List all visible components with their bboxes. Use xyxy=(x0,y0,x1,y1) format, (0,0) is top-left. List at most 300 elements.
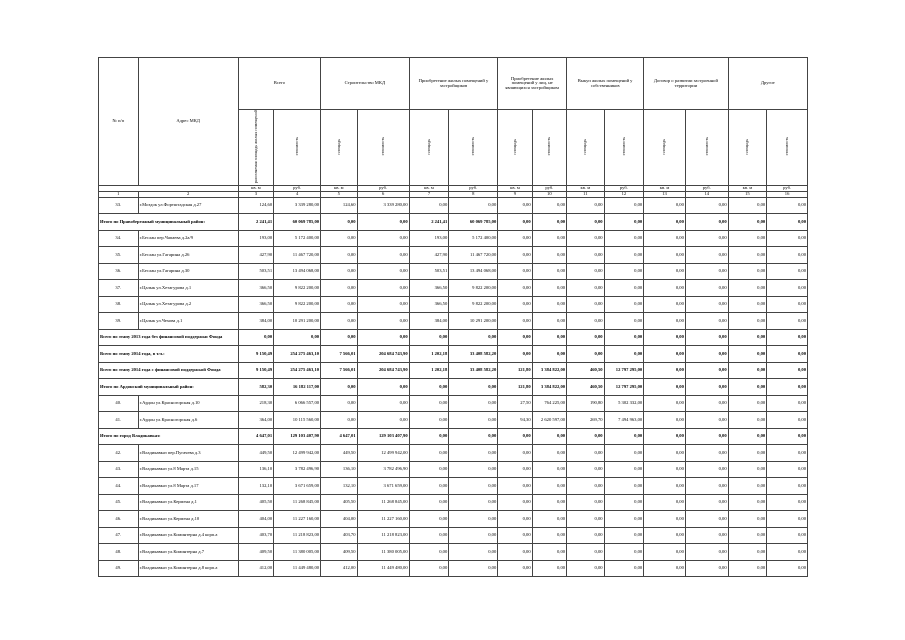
cell-area: 0,00 xyxy=(728,214,767,231)
cell-area: 4 647,01 xyxy=(321,428,357,445)
cell-area: 449,50 xyxy=(321,445,357,462)
cell-area: 0,00 xyxy=(728,329,767,346)
cell-cost: 5 172 400,00 xyxy=(274,230,321,247)
header-sub-cost: стоимость xyxy=(767,110,808,186)
cell-area: 0,00 xyxy=(728,362,767,379)
cell-area: 0,00 xyxy=(567,544,605,561)
cell-area: 0,00 xyxy=(498,296,532,313)
cell-area: 0,00 xyxy=(321,296,357,313)
cell-cost: 0,00 xyxy=(357,280,409,297)
cell-cost: 0,00 xyxy=(767,478,808,495)
cell-cost: 0,00 xyxy=(767,313,808,330)
cell-area: 0,00 xyxy=(728,478,767,495)
cell-area: 0,00 xyxy=(567,214,605,231)
total-label: Итого по Правобережный муниципальный район: xyxy=(99,214,239,231)
cell-area: 0,00 xyxy=(728,263,767,280)
cell-cost: 11 380 005,00 xyxy=(274,544,321,561)
cell-cost: 10 291 200,00 xyxy=(274,313,321,330)
cell-cost: 12 499 942,00 xyxy=(274,445,321,462)
cell-cost: 11 467 720,00 xyxy=(449,247,498,264)
cell-area: 0,00 xyxy=(567,527,605,544)
table-row xyxy=(99,230,808,247)
cell-area: 0,00 xyxy=(321,247,357,264)
cell-cost: 0,00 xyxy=(685,527,728,544)
column-number: 15 xyxy=(728,191,767,197)
cell-cost: 0,00 xyxy=(604,214,644,231)
cell-area: 0,00 xyxy=(644,494,686,511)
cell-area: 0,00 xyxy=(567,263,605,280)
cell-cost: 11 227 160,00 xyxy=(357,511,409,528)
row-number: 38. xyxy=(99,296,139,313)
cell-area: 0,00 xyxy=(567,494,605,511)
cell-cost: 11 380 005,00 xyxy=(357,544,409,561)
header-group-developer-purchase: Приобретение жилых помещений у застройщиков xyxy=(409,58,498,110)
row-address: г.Владикавказ ул.Кермена д.10 xyxy=(138,511,238,528)
cell-cost: 0,00 xyxy=(532,197,566,214)
cell-cost: 0,00 xyxy=(532,478,566,495)
row-number: 45. xyxy=(99,494,139,511)
cell-cost: 10 115 560,00 xyxy=(274,412,321,429)
cell-area: 0,00 xyxy=(567,478,605,495)
cell-cost: 204 684 743,90 xyxy=(357,346,409,363)
row-number: 36. xyxy=(99,263,139,280)
cell-area: 503,51 xyxy=(409,263,449,280)
cell-area: 0,00 xyxy=(321,412,357,429)
cell-cost: 0,00 xyxy=(767,197,808,214)
cell-cost: 0,00 xyxy=(604,527,644,544)
cell-cost: 3 384 822,00 xyxy=(532,379,566,396)
cell-area: 412,00 xyxy=(321,560,357,577)
cell-area: 0,00 xyxy=(728,247,767,264)
table-row xyxy=(99,560,808,577)
cell-cost: 0,00 xyxy=(685,247,728,264)
cell-cost: 0,00 xyxy=(767,214,808,231)
cell-cost: 0,00 xyxy=(532,263,566,280)
cell-cost: 5 302 332,00 xyxy=(604,395,644,412)
cell-area: 366,50 xyxy=(238,296,273,313)
cell-cost: 3 782 496,90 xyxy=(357,461,409,478)
cell-cost: 0,00 xyxy=(357,395,409,412)
cell-cost: 11 227 160,00 xyxy=(274,511,321,528)
total-row xyxy=(99,428,808,445)
unit-cost: руб. xyxy=(532,185,566,191)
cell-cost: 0,00 xyxy=(532,214,566,231)
cell-cost: 0,00 xyxy=(532,494,566,511)
cell-area: 0,00 xyxy=(498,544,532,561)
cell-cost: 0,00 xyxy=(767,428,808,445)
cell-area: 0,00 xyxy=(409,329,449,346)
cell-cost: 0,00 xyxy=(767,263,808,280)
cell-area: 193,00 xyxy=(238,230,273,247)
row-address: г.Владикавказ пер.Пугачева д.3 xyxy=(138,445,238,462)
column-number: 11 xyxy=(567,191,605,197)
cell-area: 0,00 xyxy=(409,379,449,396)
column-number: 8 xyxy=(449,191,498,197)
cell-area: 0,00 xyxy=(567,428,605,445)
header-sub-area: площадь xyxy=(321,110,357,186)
cell-area: 405,50 xyxy=(321,494,357,511)
table-row xyxy=(99,197,808,214)
cell-area: 0,00 xyxy=(644,395,686,412)
table-row xyxy=(99,478,808,495)
cell-area: 403,70 xyxy=(238,527,273,544)
table-row xyxy=(99,395,808,412)
cell-cost: 0,00 xyxy=(357,230,409,247)
cell-cost: 3 782 496,90 xyxy=(274,461,321,478)
cell-cost: 0,00 xyxy=(449,395,498,412)
header-group-non-developer-purchase: Приобретение жилых помещений у лиц, не являющихся застройщиком xyxy=(498,58,567,110)
cell-cost: 0,00 xyxy=(604,346,644,363)
cell-cost: 0,00 xyxy=(449,511,498,528)
cell-area: 0,00 xyxy=(238,329,273,346)
cell-cost: 0,00 xyxy=(532,428,566,445)
cell-cost: 0,00 xyxy=(449,412,498,429)
row-address: г.Владикавказ ул.8 Марта д.17 xyxy=(138,478,238,495)
header-sub-area: площадь xyxy=(409,110,449,186)
unit-cost: руб. xyxy=(685,185,728,191)
cell-area: 269,70 xyxy=(567,412,605,429)
header-group-construction: Строительство МКД xyxy=(321,58,410,110)
cell-area: 0,00 xyxy=(567,313,605,330)
total-label: Итого по Ардонский муниципальный район: xyxy=(99,379,239,396)
column-number: 14 xyxy=(685,191,728,197)
unit-cost: руб. xyxy=(449,185,498,191)
row-address: г.Цалык ул.Хетагурова д.2 xyxy=(138,296,238,313)
cell-area: 0,00 xyxy=(498,478,532,495)
cell-cost: 5 172 400,00 xyxy=(449,230,498,247)
cell-area: 0,00 xyxy=(644,214,686,231)
cell-cost: 12 797 295,00 xyxy=(604,362,644,379)
cell-area: 0,00 xyxy=(409,197,449,214)
cell-area: 366,50 xyxy=(409,280,449,297)
cell-cost: 0,00 xyxy=(604,329,644,346)
header-sub-cost: стоимость xyxy=(532,110,566,186)
cell-cost: 0,00 xyxy=(357,329,409,346)
cell-cost: 0,00 xyxy=(449,461,498,478)
cell-cost: 129 103 407,90 xyxy=(274,428,321,445)
cell-area: 132,10 xyxy=(238,478,273,495)
cell-area: 0,00 xyxy=(321,263,357,280)
cell-area: 0,00 xyxy=(644,313,686,330)
cell-cost: 12 797 295,00 xyxy=(604,379,644,396)
row-number: 34. xyxy=(99,230,139,247)
table-row xyxy=(99,263,808,280)
cell-area: 0,00 xyxy=(498,313,532,330)
cell-cost: 9 822 200,00 xyxy=(274,280,321,297)
cell-area: 0,00 xyxy=(644,560,686,577)
total-label: Итого по город Владикавказ: xyxy=(99,428,239,445)
cell-area: 0,00 xyxy=(321,313,357,330)
cell-area: 0,00 xyxy=(498,494,532,511)
cell-area: 0,00 xyxy=(644,428,686,445)
cell-cost: 0,00 xyxy=(532,313,566,330)
unit-cost: руб. xyxy=(274,185,321,191)
cell-cost: 0,00 xyxy=(767,412,808,429)
cell-area: 0,00 xyxy=(321,280,357,297)
cell-cost: 0,00 xyxy=(449,428,498,445)
cell-area: 0,00 xyxy=(644,263,686,280)
cell-area: 0,00 xyxy=(728,428,767,445)
cell-cost: 0,00 xyxy=(685,560,728,577)
cell-area: 0,00 xyxy=(644,461,686,478)
cell-area: 0,00 xyxy=(728,395,767,412)
table-row xyxy=(99,280,808,297)
row-number: 40. xyxy=(99,395,139,412)
cell-area: 0,00 xyxy=(498,214,532,231)
cell-cost: 11 268 845,00 xyxy=(274,494,321,511)
cell-area: 7 566,01 xyxy=(321,362,357,379)
cell-area: 0,00 xyxy=(728,544,767,561)
cell-area: 0,00 xyxy=(728,197,767,214)
cell-area: 136,10 xyxy=(238,461,273,478)
cell-area: 409,50 xyxy=(238,544,273,561)
cell-area: 0,00 xyxy=(567,560,605,577)
cell-cost: 0,00 xyxy=(449,329,498,346)
unit-area: кв. м xyxy=(498,185,532,191)
cell-area: 427,90 xyxy=(238,247,273,264)
cell-cost: 0,00 xyxy=(685,494,728,511)
cell-area: 124,60 xyxy=(321,197,357,214)
total-label: Всего по этапу 2014 года, в т.ч.: xyxy=(99,346,239,363)
row-address: г.Беслан ул.Гагарина д.30 xyxy=(138,263,238,280)
cell-cost: 11 449 480,00 xyxy=(274,560,321,577)
cell-area: 0,00 xyxy=(498,445,532,462)
cell-area: 0,00 xyxy=(728,313,767,330)
cell-cost: 0,00 xyxy=(685,296,728,313)
cell-area: 0,00 xyxy=(321,230,357,247)
column-number: 9 xyxy=(498,191,532,197)
cell-cost: 0,00 xyxy=(767,346,808,363)
column-number: 1 xyxy=(99,191,139,197)
cell-area: 0,00 xyxy=(409,560,449,577)
cell-area: 0,00 xyxy=(567,280,605,297)
cell-area: 27,50 xyxy=(498,395,532,412)
column-number: 2 xyxy=(138,191,238,197)
cell-cost: 254 275 463,10 xyxy=(274,346,321,363)
cell-area: 0,00 xyxy=(644,230,686,247)
cell-area: 132,10 xyxy=(321,478,357,495)
cell-area: 0,00 xyxy=(409,395,449,412)
cell-cost: 0,00 xyxy=(532,230,566,247)
cell-area: 0,00 xyxy=(498,511,532,528)
cell-area: 0,00 xyxy=(498,197,532,214)
cell-area: 7 566,01 xyxy=(321,346,357,363)
cell-cost: 0,00 xyxy=(604,478,644,495)
cell-cost: 0,00 xyxy=(685,428,728,445)
table-row xyxy=(99,544,808,561)
cell-cost: 0,00 xyxy=(604,494,644,511)
column-number: 7 xyxy=(409,191,449,197)
cell-area: 404,00 xyxy=(238,511,273,528)
column-number: 12 xyxy=(604,191,644,197)
cell-area: 9 150,49 xyxy=(238,346,273,363)
header-group-territory-contract: Договор о развитии застроенной территории xyxy=(644,58,728,110)
cell-cost: 0,00 xyxy=(604,461,644,478)
cell-cost: 0,00 xyxy=(357,214,409,231)
cell-cost: 0,00 xyxy=(449,527,498,544)
column-number: 4 xyxy=(274,191,321,197)
cell-area: 364,00 xyxy=(238,412,273,429)
cell-cost: 60 069 785,00 xyxy=(274,214,321,231)
cell-cost: 33 408 582,20 xyxy=(449,346,498,363)
row-address: г.Ардон ул.Красногорская д.6 xyxy=(138,412,238,429)
row-address: г.Владикавказ ул.Кермена д.1 xyxy=(138,494,238,511)
table-row xyxy=(99,412,808,429)
cell-cost: 0,00 xyxy=(604,230,644,247)
cell-area: 0,00 xyxy=(321,395,357,412)
total-row xyxy=(99,329,808,346)
cell-cost: 0,00 xyxy=(685,214,728,231)
cell-area: 190,80 xyxy=(567,395,605,412)
cell-cost: 0,00 xyxy=(449,478,498,495)
column-number: 6 xyxy=(357,191,409,197)
cell-cost: 9 822 200,00 xyxy=(274,296,321,313)
cell-area: 0,00 xyxy=(321,214,357,231)
row-address: г.Ардон ул.Красногорская д.10 xyxy=(138,395,238,412)
row-number: 35. xyxy=(99,247,139,264)
cell-cost: 0,00 xyxy=(532,280,566,297)
cell-area: 0,00 xyxy=(644,379,686,396)
table-row xyxy=(99,296,808,313)
cell-area: 384,00 xyxy=(238,313,273,330)
cell-cost: 11 467 720,00 xyxy=(274,247,321,264)
cell-area: 0,00 xyxy=(409,412,449,429)
cell-area: 403,70 xyxy=(321,527,357,544)
table-row xyxy=(99,247,808,264)
housing-register-table xyxy=(98,57,808,577)
cell-cost: 0,00 xyxy=(604,280,644,297)
cell-area: 0,00 xyxy=(409,494,449,511)
cell-cost: 0,00 xyxy=(685,197,728,214)
cell-cost: 0,00 xyxy=(532,296,566,313)
cell-area: 0,00 xyxy=(728,412,767,429)
table-row xyxy=(99,445,808,462)
cell-cost: 0,00 xyxy=(767,544,808,561)
cell-cost: 0,00 xyxy=(685,263,728,280)
cell-area: 0,00 xyxy=(644,197,686,214)
cell-cost: 0,00 xyxy=(357,296,409,313)
cell-area: 460,50 xyxy=(567,362,605,379)
cell-cost: 0,00 xyxy=(357,263,409,280)
cell-cost: 0,00 xyxy=(449,197,498,214)
cell-cost: 0,00 xyxy=(604,313,644,330)
cell-area: 0,00 xyxy=(567,511,605,528)
cell-cost: 9 822 200,00 xyxy=(449,280,498,297)
cell-area: 0,00 xyxy=(498,527,532,544)
cell-area: 1 202,18 xyxy=(409,362,449,379)
cell-area: 0,00 xyxy=(567,445,605,462)
cell-cost: 0,00 xyxy=(532,511,566,528)
header-group-other: Другое xyxy=(728,58,807,110)
header-address-column: Адрес МКД xyxy=(138,58,238,186)
cell-cost: 0,00 xyxy=(767,395,808,412)
unit-area: кв. м xyxy=(238,185,273,191)
cell-cost: 3 384 822,00 xyxy=(532,362,566,379)
unit-cost: руб. xyxy=(604,185,644,191)
cell-cost: 0,00 xyxy=(685,346,728,363)
cell-area: 460,50 xyxy=(567,379,605,396)
header-sub-cost: стоимость xyxy=(449,110,498,186)
unit-area: кв. м xyxy=(567,185,605,191)
cell-cost: 0,00 xyxy=(449,445,498,462)
cell-cost: 0,00 xyxy=(604,197,644,214)
cell-cost: 0,00 xyxy=(685,511,728,528)
cell-area: 412,00 xyxy=(238,560,273,577)
cell-cost: 764 225,00 xyxy=(532,395,566,412)
cell-area: 121,80 xyxy=(498,362,532,379)
cell-cost: 10 291 200,00 xyxy=(449,313,498,330)
cell-area: 0,00 xyxy=(498,428,532,445)
column-number: 3 xyxy=(238,191,273,197)
cell-area: 0,00 xyxy=(409,544,449,561)
cell-area: 409,50 xyxy=(321,544,357,561)
unit-area: кв. м xyxy=(321,185,357,191)
row-number: 39. xyxy=(99,313,139,330)
cell-area: 0,00 xyxy=(644,478,686,495)
cell-area: 0,00 xyxy=(409,527,449,544)
row-address: г.Владикавказ ул.Коминтерна д.4 корп.а xyxy=(138,527,238,544)
cell-cost: 0,00 xyxy=(274,329,321,346)
total-row xyxy=(99,379,808,396)
cell-area: 366,50 xyxy=(409,296,449,313)
cell-cost: 0,00 xyxy=(767,379,808,396)
cell-cost: 0,00 xyxy=(357,379,409,396)
header-sub-area: площадь xyxy=(728,110,767,186)
cell-cost: 0,00 xyxy=(685,544,728,561)
cell-area: 0,00 xyxy=(498,230,532,247)
cell-cost: 0,00 xyxy=(685,230,728,247)
cell-area: 0,00 xyxy=(728,379,767,396)
cell-cost: 0,00 xyxy=(767,445,808,462)
row-address: г.Беслан пер.Чапаева д.2а/9 xyxy=(138,230,238,247)
cell-cost: 2 620 597,00 xyxy=(532,412,566,429)
cell-cost: 16 182 117,00 xyxy=(274,379,321,396)
cell-cost: 0,00 xyxy=(685,329,728,346)
cell-cost: 3 671 659,00 xyxy=(357,478,409,495)
cell-area: 0,00 xyxy=(567,230,605,247)
cell-area: 136,10 xyxy=(321,461,357,478)
cell-area: 0,00 xyxy=(567,346,605,363)
cell-cost: 0,00 xyxy=(685,461,728,478)
cell-cost: 0,00 xyxy=(767,296,808,313)
cell-cost: 0,00 xyxy=(449,560,498,577)
cell-area: 0,00 xyxy=(498,461,532,478)
housing-register-sheet xyxy=(98,57,808,578)
cell-area: 0,00 xyxy=(567,329,605,346)
cell-cost: 0,00 xyxy=(767,362,808,379)
cell-cost: 9 822 200,00 xyxy=(449,296,498,313)
cell-cost: 0,00 xyxy=(532,445,566,462)
row-number: 44. xyxy=(99,478,139,495)
header-sub-area: площадь xyxy=(567,110,605,186)
cell-cost: 33 408 582,20 xyxy=(449,362,498,379)
cell-cost: 204 684 743,90 xyxy=(357,362,409,379)
cell-area: 0,00 xyxy=(567,197,605,214)
row-address: г.Беслан ул.Гагарина д.26 xyxy=(138,247,238,264)
table-row xyxy=(99,313,808,330)
row-address: г.Моздок ул.Фортштадская д.27 xyxy=(138,197,238,214)
header-sub-area: площадь xyxy=(498,110,532,186)
total-row xyxy=(99,214,808,231)
column-number: 10 xyxy=(532,191,566,197)
cell-cost: 7 494 963,00 xyxy=(604,412,644,429)
cell-cost: 11 218 823,00 xyxy=(274,527,321,544)
cell-cost: 0,00 xyxy=(685,478,728,495)
header-sub-area: площадь xyxy=(644,110,686,186)
cell-area: 0,00 xyxy=(498,329,532,346)
cell-area: 1 202,18 xyxy=(409,346,449,363)
column-number: 5 xyxy=(321,191,357,197)
